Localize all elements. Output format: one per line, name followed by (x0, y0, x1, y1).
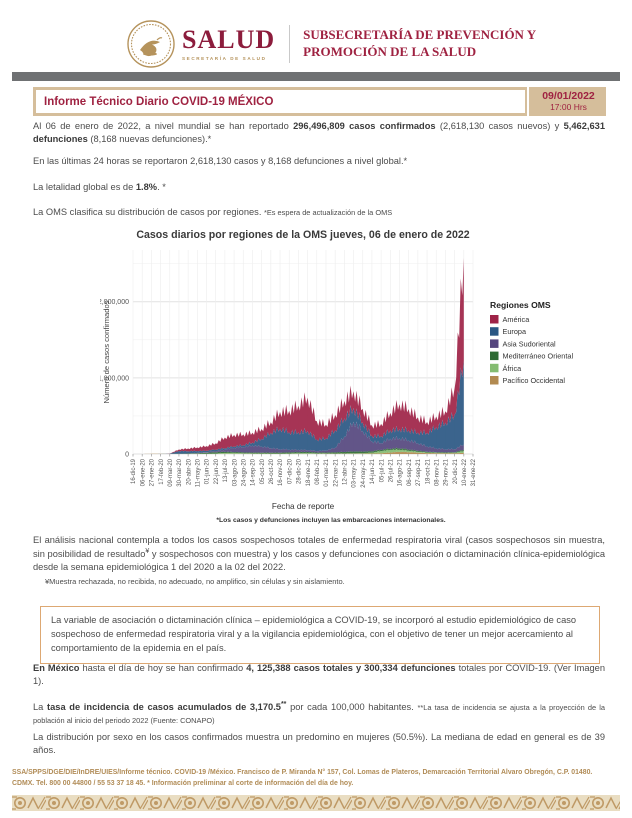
svg-text:08-nov-21: 08-nov-21 (434, 459, 441, 487)
svg-text:24-ago-20: 24-ago-20 (241, 459, 248, 487)
svg-text:16-nov-20: 16-nov-20 (278, 459, 285, 487)
sexo-section (33, 731, 605, 766)
muestra-footnote: ¥Muestra rechazada, no recibida, no adecuado, no amplifico, sin células y sin aislamiento. (45, 576, 345, 586)
svg-text:05-jul-21: 05-jul-21 (379, 459, 386, 483)
svg-text:27-ene-20: 27-ene-20 (149, 459, 156, 487)
svg-text:17-feb-20: 17-feb-20 (158, 459, 165, 485)
header-divider (289, 25, 290, 63)
paragraph-analisis: El análisis nacional contempla a todos los casos sospechosos totales de enfermedad respiratoria viral (casos sospechosos sin muestra, sin posibilidad de resultado¥ y sospechosos con muestra) y los casos y defunciones con asociación o dictaminación clínica-epidemiológica desde la semana epidemiológica 1 del 2020 a la 02 del 2022. (33, 535, 606, 573)
mexico-section (33, 662, 605, 697)
svg-text:22-jun-20: 22-jun-20 (213, 459, 220, 485)
decorative-pattern-band (12, 795, 620, 811)
report-date: 09/01/2022 (542, 89, 595, 102)
svg-text:07-dic-20: 07-dic-20 (287, 459, 294, 485)
report-datetime (527, 87, 608, 116)
svg-text:Pacífico Occidental: Pacífico Occidental (502, 376, 565, 385)
header (126, 17, 536, 71)
intro-section (33, 120, 605, 228)
svg-text:09-mar-20: 09-mar-20 (168, 459, 174, 487)
svg-text:18-ene-21: 18-ene-21 (305, 459, 312, 487)
who-regions-chart-svg (100, 226, 612, 526)
salud-wordmark-text: SALUD (182, 25, 276, 54)
who-regions-chart (100, 226, 612, 526)
footer-address: SSA/SPPS/DGE/DIE/InDRE/UIES/Informe técnico. COVID-19 /México. Francisco de P. Miranda N° 157, Col. Lomas de Plateros, Demarcación Territorial Alvaro Obregón, C.P. 01480. CDMX. Tel. 800 00 44800 / 55 53 37 18 45. * Información preliminar al corte de información del día de hoy. (12, 769, 593, 787)
svg-text:Europa: Europa (502, 327, 527, 337)
svg-text:18-oct-21: 18-oct-21 (425, 459, 432, 485)
svg-text:África: África (502, 363, 522, 373)
svg-text:31-ene-22: 31-ene-22 (471, 459, 478, 487)
paragraph-letalidad: La letalidad global es de 1.8%. * (33, 181, 166, 192)
svg-text:01-jun-20: 01-jun-20 (204, 459, 211, 485)
svg-text:Regiones OMS: Regiones OMS (490, 300, 551, 310)
subsecretaria-title (303, 27, 536, 61)
svg-text:20-dic-21: 20-dic-21 (452, 459, 459, 485)
svg-text:22-mar-21: 22-mar-21 (333, 459, 340, 487)
paragraph-24h: En las últimas 24 horas se reportaron 2,618,130 casos y 8,168 defunciones a nivel global.* (33, 156, 408, 167)
svg-text:*Los casos y defunciones inclu: *Los casos y defunciones incluyen las embarcaciones internacionales. (216, 517, 446, 524)
svg-text:Asia Sudoriental: Asia Sudoriental (502, 339, 556, 349)
header-rule (12, 72, 620, 81)
svg-text:28-dic-20: 28-dic-20 (296, 459, 303, 485)
svg-text:24-may-21: 24-may-21 (360, 459, 367, 488)
report-title-box (36, 90, 525, 113)
svg-text:14-sep-20: 14-sep-20 (250, 459, 257, 487)
paragraph-mexico: En México hasta el día de hoy se han confirmado 4, 125,388 casos totales y 300,334 defunciones totales por COVID-19. (Ver Imagen 1). (33, 663, 606, 687)
svg-text:29-nov-21: 29-nov-21 (443, 459, 450, 487)
subsecretaria-line2: PROMOCIÓN DE LA SALUD (303, 44, 477, 59)
svg-text:2,000,000: 2,000,000 (100, 299, 129, 307)
report-title: Informe Técnico Diario COVID-19 MÉXICO (44, 95, 274, 108)
svg-text:12-abr-21: 12-abr-21 (342, 459, 349, 486)
svg-text:03-may-21: 03-may-21 (351, 459, 358, 488)
svg-text:1,000,000: 1,000,000 (100, 375, 129, 383)
svg-text:06-ene-20: 06-ene-20 (140, 459, 147, 487)
svg-text:27-sep-21: 27-sep-21 (416, 459, 423, 487)
variable-dictaminacion-box: La variable de asociación o dictaminación clínica – epidemiológica a COVID-19, se incorporó al estudio epidemiológico de caso sospechoso de enfermedad respiratoria viral y a la vigilancia epidemiológica, con el objetivo de tener un mejor acercamiento al comportamiento de la epidemia en el país. (40, 606, 600, 664)
svg-text:Casos diarios por regiones de: Casos diarios por regiones de la OMS jueves, 06 de enero de 2022 (136, 229, 470, 241)
svg-text:10-ene-22: 10-ene-22 (462, 459, 468, 487)
svg-text:03-ago-20: 03-ago-20 (232, 459, 239, 487)
svg-text:11-may-20: 11-may-20 (195, 459, 202, 488)
paragraph-tasa: La tasa de incidencia de casos acumulados de 3,170.5** por cada 100,000 habitantes. **La tasa de incidencia se ajusta a la proyección de la población al inicio del periodo 2022 (Fuente: CONAPO) (33, 701, 605, 726)
salud-wordmark (182, 27, 275, 61)
svg-text:16-dic-19: 16-dic-19 (131, 459, 138, 485)
svg-text:América: América (502, 315, 530, 324)
svg-text:16-ago-21: 16-ago-21 (397, 459, 404, 487)
svg-text:06-sep-21: 06-sep-21 (406, 459, 413, 487)
svg-text:20-abr-20: 20-abr-20 (186, 459, 193, 486)
svg-text:0: 0 (125, 451, 129, 459)
svg-text:14-jun-21: 14-jun-21 (370, 459, 377, 485)
report-time: 17:00 Hrs (550, 102, 587, 113)
paragraph-oms: La OMS clasifica su distribución de casos por regiones. *Es espera de actualización de la OMS (33, 206, 393, 217)
svg-text:30-mar-20: 30-mar-20 (177, 459, 184, 487)
svg-text:26-jul-21: 26-jul-21 (388, 459, 395, 483)
salud-wordmark-subtitle: SECRETARÍA DE SALUD (182, 56, 267, 61)
svg-text:08-feb-21: 08-feb-21 (315, 459, 321, 485)
paragraph-sexo: La distribución por sexo en los casos confirmados muestra un predomino en mujeres (50.5%). La mediana de edad en general es de 39 años. (33, 732, 605, 756)
paragraph-global-cases: Al 06 de enero de 2022, a nivel mundial se han reportado 296,496,809 casos confirmados (2,618,130 casos nuevos) y 5,462,631 defunciones (8,168 nuevas defunciones).* (33, 121, 605, 145)
svg-text:Mediterráneo Oriental: Mediterráneo Oriental (502, 351, 574, 361)
svg-text:01-mar-21: 01-mar-21 (324, 459, 331, 487)
subsecretaria-line1: SUBSECRETARÍA DE PREVENCIÓN Y (303, 27, 537, 43)
svg-text:05-oct-20: 05-oct-20 (259, 459, 266, 485)
svg-text:Fecha de reporte: Fecha de reporte (271, 502, 335, 511)
title-bar (33, 87, 606, 116)
svg-text:13-jul-20: 13-jul-20 (223, 459, 230, 483)
salud-seal-icon (126, 19, 176, 69)
analysis-section (33, 534, 605, 587)
svg-text:Número de casos confirmados: Número de casos confirmados (102, 300, 111, 404)
svg-text:26-oct-20: 26-oct-20 (269, 459, 275, 485)
